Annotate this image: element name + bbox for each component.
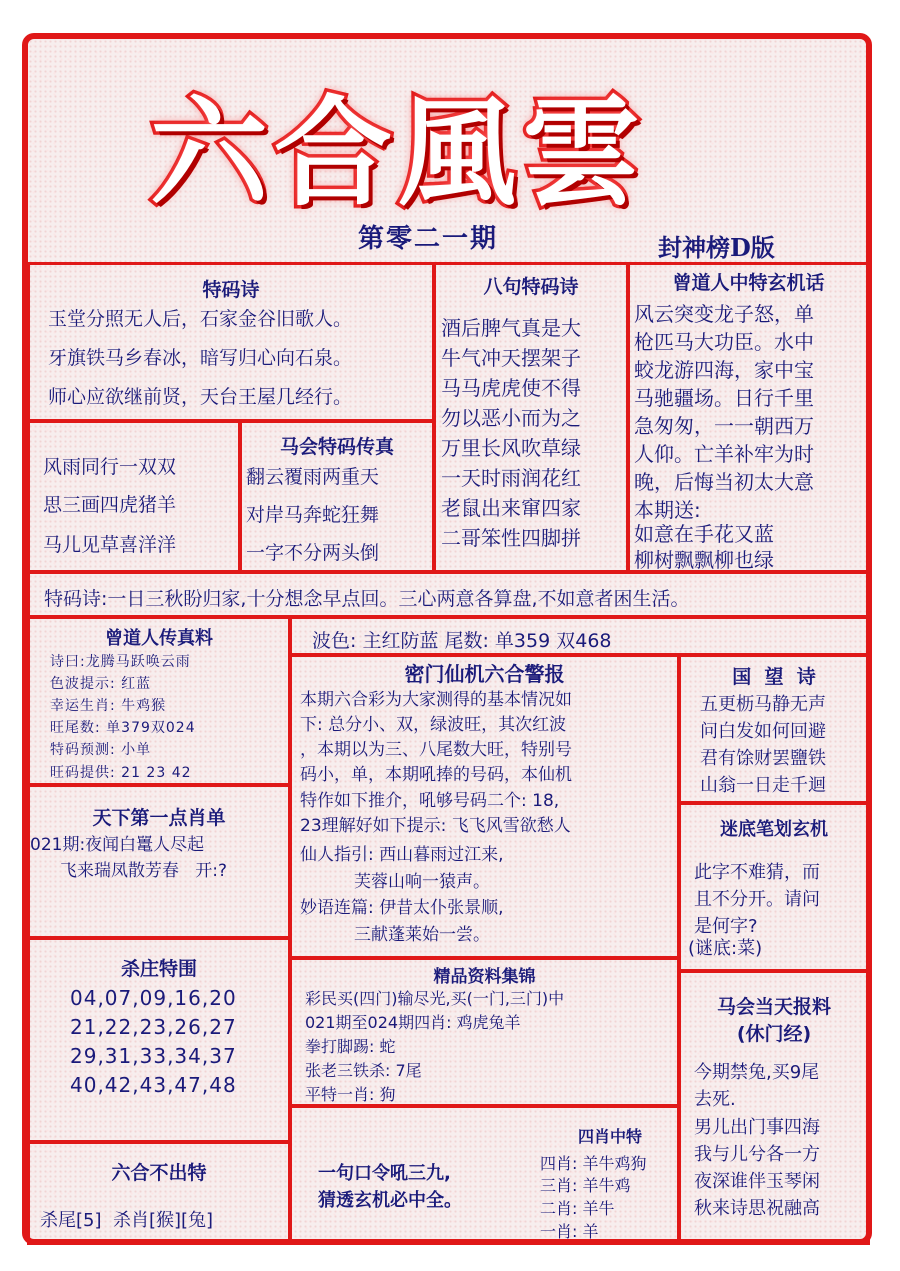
poem3-line: 人仰。亡羊补牢为时 (634, 442, 814, 466)
poem1-line: 玉堂分照无人后，石家金谷旧歌人。 (48, 308, 353, 330)
tianxia-line: 飞来瑞凤散芳春 开:? (60, 861, 227, 881)
riddle-title: 迷底笔划玄机 (720, 819, 828, 840)
secret-line: 三献蓬莱始一尝。 (300, 925, 491, 945)
secret-line: 23理解好如下提示: 飞飞风雪欲愁人 (300, 816, 571, 836)
secret-line: 仙人指引: 西山暮雨过江来, (300, 845, 504, 865)
poem1-line: 牙旗铁马乡春冰，暗写归心向石泉。 (48, 347, 353, 369)
left-mid-line: 风雨同行一双双 (43, 456, 177, 478)
poem2-line: 万里长风吹草绿 (441, 436, 581, 460)
shazhuang-title: 杀庄特围 (120, 958, 197, 980)
jingpin-line: 021期至024期四肖: 鸡虎兔羊 (305, 1013, 521, 1032)
poem3-line: 晚，后悔当初太大意 (634, 470, 814, 494)
poem3-line: 风云突变龙子怒，单 (634, 302, 814, 326)
secret-line: 芙蓉山响一猿声。 (300, 872, 491, 892)
left-mid-line: 思三画四虎猪羊 (43, 494, 177, 516)
slogan-line: 一句口令吼三九, (318, 1163, 451, 1184)
jingpin-line: 平特一肖: 狗 (305, 1085, 396, 1104)
mahui-line: 一字不分两头倒 (246, 542, 380, 564)
mahui-today-line: 我与儿兮各一方 (694, 1144, 820, 1165)
guowang-title: 国 望 诗 (732, 666, 816, 688)
poem2-line: 二哥笨性四脚拼 (441, 526, 581, 550)
masthead-title: 六合風雲 (150, 83, 647, 222)
mahui-line: 对岸马奔蛇狂舞 (246, 504, 380, 526)
jingpin-line: 拳打脚踢: 蛇 (305, 1037, 396, 1056)
poem2-title: 八句特码诗 (483, 276, 579, 298)
shazhuang-row: 21,22,23,26,27 (70, 1015, 237, 1039)
secret-title: 密门仙机六合警报 (404, 662, 565, 686)
mahui-today-line: 去死. (694, 1089, 736, 1110)
zeng-fax-line: 特码预测: 小单 (50, 742, 152, 758)
poem2-line: 一天时雨润花红 (441, 466, 581, 490)
poem2-line: 马马虎虎使不得 (441, 376, 581, 400)
mahui-today-line: 夜深谁伴玉琴闲 (694, 1171, 820, 1192)
jingpin-line: 张老三铁杀: 7尾 (305, 1061, 422, 1080)
mahui-today-line: 男儿出门事四海 (694, 1117, 820, 1138)
guowang-line: 山翁一日走千迴 (700, 775, 826, 796)
wave-text: 波色: 主红防蓝 尾数: 单359 双468 (312, 630, 612, 652)
shazhuang-row: 29,31,33,34,37 (70, 1044, 237, 1068)
riddle-line: 此字不难猜，而 (694, 862, 820, 883)
secret-line: 下: 总分小、双，绿波旺，其次红波 (300, 715, 567, 735)
four-zodiac-line: 一肖: 羊 (540, 1222, 599, 1241)
poem1-title: 特码诗 (202, 279, 260, 301)
zeng-fax-line: 幸运生肖: 牛鸡猴 (50, 698, 167, 714)
poem3-line: 马驰疆场。日行千里 (634, 386, 814, 410)
poem3-line: 枪匹马大功臣。水中 (634, 330, 814, 354)
poem3-line: 急匆匆，一一朝西万 (634, 414, 814, 438)
issue-number: 第零二一期 (358, 224, 499, 254)
riddle-line: 且不分开。请问 (694, 889, 820, 910)
mahui-today-line: 今期禁兔,买9尾 (694, 1062, 820, 1083)
guowang-line: 君有馀财罢鹽铁 (700, 748, 826, 769)
mahui-today-line: 秋来诗思祝融高 (694, 1198, 820, 1219)
jingpin-line: 彩民买(四门)输尽光,买(一门,三门)中 (305, 989, 565, 1008)
mahui-today-subtitle: (休门经) (736, 1023, 812, 1045)
poem2-line: 勿以恶小而为之 (441, 406, 581, 430)
riddle-line: (谜底:菜) (688, 938, 763, 959)
secret-line: 妙语连篇: 伊昔太仆张景顺, (300, 898, 504, 918)
poem2-line: 牛气冲天摆架子 (441, 346, 581, 370)
slogan-line: 猜透玄机必中全。 (318, 1190, 462, 1211)
four-zodiac-title: 四肖中特 (577, 1127, 642, 1146)
zeng-fax-line: 旺尾数: 单379双024 (50, 720, 196, 736)
secret-line: ，本期以为三、八尾数大旺，特别号 (300, 740, 572, 760)
zeng-fax-line: 色波提示: 红蓝 (50, 676, 152, 692)
poem2-line: 酒后脾气真是大 (441, 316, 581, 340)
shazhuang-row: 04,07,09,16,20 (70, 986, 237, 1010)
poem3-line: 柳树飘飘柳也绿 (634, 548, 774, 572)
tianxia-line: 021期:夜闻白鼍人尽起 (30, 835, 205, 855)
guowang-line: 问白发如何回避 (700, 721, 826, 742)
jingpin-title: 精品资料集锦 (433, 967, 536, 987)
liuhe-buchu-title: 六合不出特 (111, 1162, 207, 1184)
poem3-line: 如意在手花又蓝 (634, 522, 774, 546)
secret-line: 特作如下推介，吼够号码二个: 18, (300, 791, 560, 811)
four-zodiac-line: 四肖: 羊牛鸡狗 (540, 1154, 647, 1173)
mahui-line: 翻云覆雨两重天 (246, 466, 380, 488)
poem3-title: 曾道人中特玄机话 (672, 272, 825, 294)
left-mid-line: 马儿见草喜洋洋 (43, 534, 177, 556)
zeng-fax-title: 曾道人传真料 (105, 628, 213, 649)
poem3-line: 蛟龙游四海，家中宝 (634, 358, 814, 382)
liuhe-buchu-line: 杀尾[5] 杀肖[猴][兔] (40, 1210, 214, 1231)
poem2-line: 老鼠出来窜四家 (441, 496, 581, 520)
masthead (140, 48, 760, 222)
zeng-fax-line: 诗曰:龙腾马跃唤云雨 (50, 654, 191, 670)
mahui-today-title: 马会当天报料 (716, 996, 831, 1018)
banner-text: 特码诗:一日三秋盼归家,十分想念早点回。三心两意各算盘,不如意者困生活。 (44, 588, 690, 610)
tianxia-title: 天下第一点肖单 (92, 807, 226, 829)
four-zodiac-line: 二肖: 羊牛 (540, 1199, 615, 1218)
guowang-line: 五更枥马静无声 (700, 694, 826, 715)
edition-label: 封神榜D版 (658, 233, 775, 262)
secret-line: 码小，单，本期吼捧的号码，本仙机 (300, 765, 572, 785)
mahui-title: 马会特码传真 (279, 436, 394, 458)
poem3-line: 本期送: (634, 498, 701, 522)
riddle-line: 是何字? (694, 916, 758, 937)
zeng-fax-line: 旺码提供: 21 23 42 (50, 765, 192, 781)
four-zodiac-line: 三肖: 羊牛鸡 (540, 1176, 631, 1195)
shazhuang-row: 40,42,43,47,48 (70, 1073, 237, 1097)
poem1-line: 师心应欲继前贤，天台王屋几经行。 (48, 386, 353, 408)
secret-line: 本期六合彩为大家测得的基本情况如 (300, 690, 572, 710)
